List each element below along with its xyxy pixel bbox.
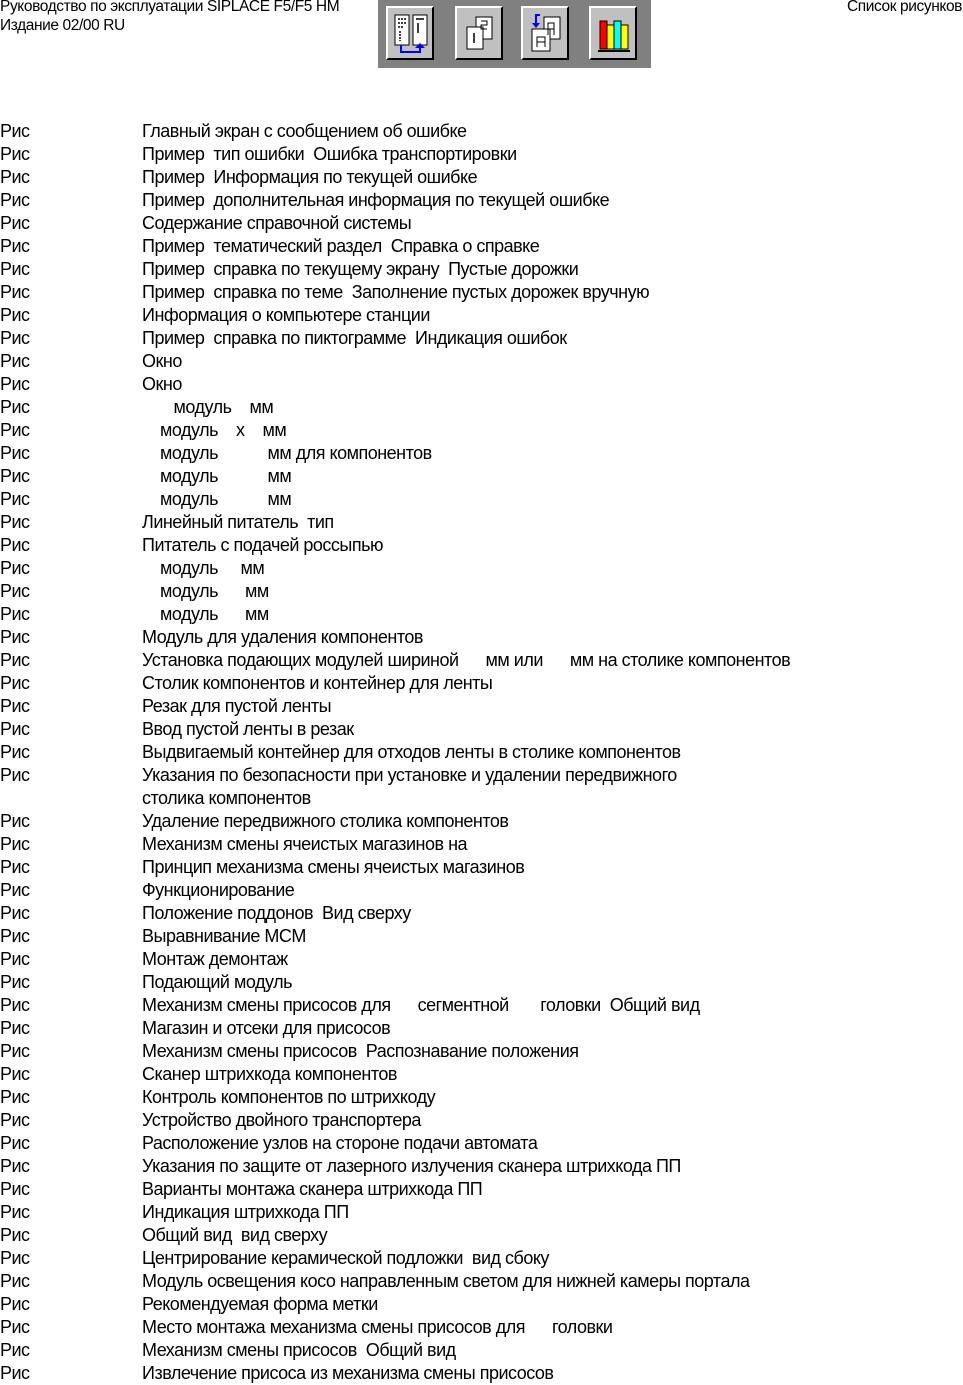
- figure-label: Рис: [0, 121, 30, 141]
- figure-title[interactable]: Линейный питатель тип: [142, 512, 334, 532]
- figure-label: Рис: [0, 374, 30, 394]
- swap-document-button[interactable]: [521, 6, 569, 60]
- figure-label: Рис: [0, 167, 30, 187]
- figure-list-item[interactable]: [0, 419, 963, 442]
- figure-label: Рис: [0, 1156, 30, 1176]
- figure-label: Рис: [0, 742, 30, 762]
- figure-title[interactable]: Пример справка по теме Заполнение пустых дорожек вручную: [142, 282, 650, 302]
- figure-list-item[interactable]: [0, 304, 963, 327]
- figure-list-item[interactable]: [0, 925, 963, 948]
- figure-list-item[interactable]: [0, 327, 963, 350]
- figure-list-item[interactable]: [0, 580, 963, 603]
- figure-title[interactable]: Центрирование керамической подложки вид сбоку: [142, 1248, 549, 1268]
- figure-title[interactable]: Главный экран с сообщением об ошибке: [142, 121, 467, 141]
- figure-label: Рис: [0, 857, 30, 877]
- figure-list-item[interactable]: [0, 695, 963, 718]
- figure-list-item[interactable]: [0, 672, 963, 695]
- figure-title[interactable]: Информация о компьютере станции: [142, 305, 430, 325]
- figure-list-item[interactable]: [0, 166, 963, 189]
- figure-label: Рис: [0, 1064, 30, 1084]
- figure-list-item[interactable]: [0, 1247, 963, 1270]
- figure-list-item[interactable]: [0, 396, 963, 419]
- figure-label: Рис: [0, 535, 30, 555]
- figure-title[interactable]: Ввод пустой ленты в резак: [142, 719, 354, 739]
- figure-label: Рис: [0, 926, 30, 946]
- figure-label: Рис: [0, 627, 30, 647]
- figure-label: Рис: [0, 558, 30, 578]
- figure-list-item[interactable]: [0, 626, 963, 649]
- figure-title[interactable]: модуль мм: [142, 604, 269, 624]
- figure-list-item[interactable]: [0, 879, 963, 902]
- navigation-toolbar: [378, 0, 651, 68]
- figure-title[interactable]: Пример справка по текущему экрану Пустые дорожки: [142, 259, 579, 279]
- figure-list-item[interactable]: [0, 465, 963, 488]
- document-header: [0, 0, 339, 35]
- figure-label: Рис: [0, 512, 30, 532]
- figure-title[interactable]: модуль мм для компонентов: [142, 443, 432, 463]
- figure-list-item[interactable]: [0, 189, 963, 212]
- library-button[interactable]: [589, 6, 637, 60]
- figure-label: Рис: [0, 1317, 30, 1337]
- figure-title[interactable]: Выравнивание MCM: [142, 926, 306, 946]
- figure-list-item[interactable]: [0, 1132, 963, 1155]
- figure-label: Рис: [0, 420, 30, 440]
- figure-title[interactable]: Столик компонентов и контейнер для ленты: [142, 673, 493, 693]
- figure-label: Рис: [0, 259, 30, 279]
- figure-list-item[interactable]: [0, 212, 963, 235]
- figure-label: Рис: [0, 719, 30, 739]
- figure-title[interactable]: Питатель с подачей россыпью: [142, 535, 383, 555]
- figure-list-item[interactable]: [0, 833, 963, 856]
- figure-list-item[interactable]: [0, 120, 963, 143]
- figure-list-item[interactable]: [0, 1086, 963, 1109]
- figure-label: Рис: [0, 880, 30, 900]
- figure-title[interactable]: Модуль освещения косо направленным светом для нижней камеры портала: [142, 1271, 750, 1291]
- figure-list-item[interactable]: [0, 373, 963, 396]
- figure-label: Рис: [0, 328, 30, 348]
- figure-label: Рис: [0, 903, 30, 923]
- figure-list-item[interactable]: [0, 1178, 963, 1201]
- figure-label: Рис: [0, 1179, 30, 1199]
- figure-title[interactable]: Установка подающих модулей шириной мм или мм на столике компонентов: [142, 650, 791, 670]
- figure-list-item[interactable]: [0, 1109, 963, 1132]
- figure-title[interactable]: Пример дополнительная информация по текущей ошибке: [142, 190, 610, 210]
- contents-navigation-icon: [391, 11, 431, 57]
- figure-title[interactable]: Механизм смены присосов Общий вид: [142, 1340, 456, 1360]
- figure-title[interactable]: Общий вид вид сверху: [142, 1225, 328, 1245]
- figure-label: Рис: [0, 1018, 30, 1038]
- document-swap-icon: [526, 11, 566, 57]
- figure-label: Рис: [0, 1294, 30, 1314]
- figure-label: Рис: [0, 834, 30, 854]
- figure-label: Рис: [0, 282, 30, 302]
- figure-list-item[interactable]: [0, 557, 963, 580]
- figure-title[interactable]: Сканер штрихкода компонентов: [142, 1064, 397, 1084]
- figure-title[interactable]: Монтаж демонтаж: [142, 949, 288, 969]
- figure-title[interactable]: Выдвигаемый контейнер для отходов ленты в столике компонентов: [142, 742, 681, 762]
- figure-label: Рис: [0, 1271, 30, 1291]
- figure-title[interactable]: Механизм смены присосов для сегментной головки Общий вид: [142, 995, 700, 1015]
- figure-list-item[interactable]: [0, 994, 963, 1017]
- figure-title[interactable]: Устройство двойного транспортера: [142, 1110, 421, 1130]
- figure-title[interactable]: модуль x мм: [142, 420, 287, 440]
- figure-label: Рис: [0, 604, 30, 624]
- library-books-icon: [594, 11, 634, 57]
- figure-title[interactable]: Механизм смены присосов Распознавание положения: [142, 1041, 579, 1061]
- figure-list: [0, 120, 963, 1385]
- figure-label: Рис: [0, 236, 30, 256]
- figure-label: Рис: [0, 972, 30, 992]
- figure-label: Рис: [0, 811, 30, 831]
- figure-title[interactable]: Пример тематический раздел Справка о справке: [142, 236, 540, 256]
- figure-title[interactable]: Принцип механизма смены ячеистых магазинов: [142, 857, 525, 877]
- figure-title[interactable]: Механизм смены ячеистых магазинов на: [142, 834, 468, 854]
- figure-title[interactable]: Пример Информация по текущей ошибке: [142, 167, 478, 187]
- figure-title[interactable]: Модуль для удаления компонентов: [142, 627, 423, 647]
- figure-list-item[interactable]: [0, 235, 963, 258]
- figure-label: Рис: [0, 765, 30, 785]
- figure-label: Рис: [0, 190, 30, 210]
- figure-title[interactable]: Место монтажа механизма смены присосов для головки: [142, 1317, 613, 1337]
- figure-label: Рис: [0, 1041, 30, 1061]
- figure-list-item[interactable]: [0, 1270, 963, 1293]
- figure-list-item[interactable]: [0, 1017, 963, 1040]
- figure-list-item[interactable]: [0, 258, 963, 281]
- figure-list-item[interactable]: [0, 442, 963, 465]
- figure-list-item[interactable]: [0, 1316, 963, 1339]
- figure-title[interactable]: модуль мм: [142, 397, 274, 417]
- figure-title[interactable]: Окно: [142, 374, 182, 394]
- figure-list-item[interactable]: [0, 534, 963, 557]
- figure-list-item[interactable]: [0, 971, 963, 994]
- figure-title[interactable]: Окно: [142, 351, 182, 371]
- figure-list-item[interactable]: [0, 1063, 963, 1086]
- figure-title[interactable]: Содержание справочной системы: [142, 213, 412, 233]
- figure-list-item[interactable]: [0, 511, 963, 534]
- figure-title[interactable]: Извлечение присоса из механизма смены присосов: [142, 1363, 554, 1383]
- figure-title[interactable]: модуль мм: [142, 558, 265, 578]
- figure-list-item[interactable]: [0, 741, 963, 764]
- figure-list-item[interactable]: [0, 1339, 963, 1362]
- figure-label: Рис: [0, 466, 30, 486]
- figure-title[interactable]: Магазин и отсеки для присосов: [142, 1018, 391, 1038]
- figure-title[interactable]: Удаление передвижного столика компонентов: [142, 811, 509, 831]
- figure-title[interactable]: модуль мм: [142, 489, 292, 509]
- figure-title[interactable]: Указания по защите от лазерного излучения сканера штрихкода ПП: [142, 1156, 681, 1176]
- figure-title[interactable]: Контроль компонентов по штрихкоду: [142, 1087, 436, 1107]
- figure-list-item[interactable]: [0, 1293, 963, 1316]
- figure-list-item[interactable]: [0, 1040, 963, 1063]
- figure-label: Рис: [0, 581, 30, 601]
- figure-title[interactable]: Положение поддонов Вид сверху: [142, 903, 411, 923]
- figure-label: Рис: [0, 213, 30, 233]
- figure-label: Рис: [0, 489, 30, 509]
- figure-label: Рис: [0, 696, 30, 716]
- figure-label: Рис: [0, 1110, 30, 1130]
- page-pages-icon: [460, 11, 500, 57]
- figure-list-item[interactable]: [0, 856, 963, 879]
- figure-title[interactable]: Резак для пустой ленты: [142, 696, 332, 716]
- figure-label: Рис: [0, 1133, 30, 1153]
- figure-title[interactable]: Пример справка по пиктограмме Индикация ошибок: [142, 328, 567, 348]
- figure-list-item[interactable]: [0, 810, 963, 833]
- edition-label: Издание 02/00 RU: [0, 17, 125, 34]
- figure-label: Рис: [0, 144, 30, 164]
- figure-title[interactable]: модуль мм: [142, 581, 269, 601]
- pages-button[interactable]: [455, 6, 503, 60]
- figure-list-item[interactable]: [0, 649, 963, 672]
- figure-title[interactable]: Варианты монтажа сканера штрихкода ПП: [142, 1179, 483, 1199]
- figure-title[interactable]: модуль мм: [142, 466, 292, 486]
- figure-list-item[interactable]: [0, 764, 963, 810]
- figure-label: Рис: [0, 1225, 30, 1245]
- figure-label: Рис: [0, 949, 30, 969]
- figure-label: Рис: [0, 1202, 30, 1222]
- figure-label: Рис: [0, 305, 30, 325]
- figure-list-item[interactable]: [0, 1201, 963, 1224]
- manual-title: Руководство по эксплуатации SIPLACE F5/F5 HM: [0, 0, 340, 15]
- figure-label: Рис: [0, 650, 30, 670]
- figure-list-item[interactable]: [0, 948, 963, 971]
- figure-label: Рис: [0, 995, 30, 1015]
- figure-label: Рис: [0, 443, 30, 463]
- figure-label: Рис: [0, 351, 30, 371]
- figure-title[interactable]: Указания по безопасности при установке и удалении передвижного столика компонентов: [142, 765, 677, 808]
- figure-list-item[interactable]: [0, 143, 963, 166]
- figure-label: Рис: [0, 1363, 30, 1383]
- figure-title[interactable]: Пример тип ошибки Ошибка транспортировки: [142, 144, 517, 164]
- figure-list-item[interactable]: [0, 1362, 963, 1385]
- figure-list-item[interactable]: [0, 281, 963, 304]
- figure-label: Рис: [0, 1248, 30, 1268]
- figure-list-item[interactable]: [0, 718, 963, 741]
- figure-list-item[interactable]: [0, 1224, 963, 1247]
- figure-list-item[interactable]: [0, 350, 963, 373]
- figure-title[interactable]: Индикация штрихкода ПП: [142, 1202, 349, 1222]
- figure-list-item[interactable]: [0, 603, 963, 626]
- figure-title[interactable]: Рекомендуемая форма метки: [142, 1294, 378, 1314]
- figure-label: Рис: [0, 673, 30, 693]
- figure-label: Рис: [0, 1087, 30, 1107]
- figure-title[interactable]: Подающий модуль: [142, 972, 292, 992]
- figure-title[interactable]: Расположение узлов на стороне подачи автомата: [142, 1133, 538, 1153]
- figure-label: Рис: [0, 1340, 30, 1360]
- figure-list-item[interactable]: [0, 488, 963, 511]
- figure-list-item[interactable]: [0, 1155, 963, 1178]
- section-title: Список рисунков: [846, 0, 962, 15]
- figure-label: Рис: [0, 397, 30, 417]
- figure-title[interactable]: Функционирование: [142, 880, 295, 900]
- contents-button[interactable]: [386, 6, 434, 60]
- figure-list-item[interactable]: [0, 902, 963, 925]
